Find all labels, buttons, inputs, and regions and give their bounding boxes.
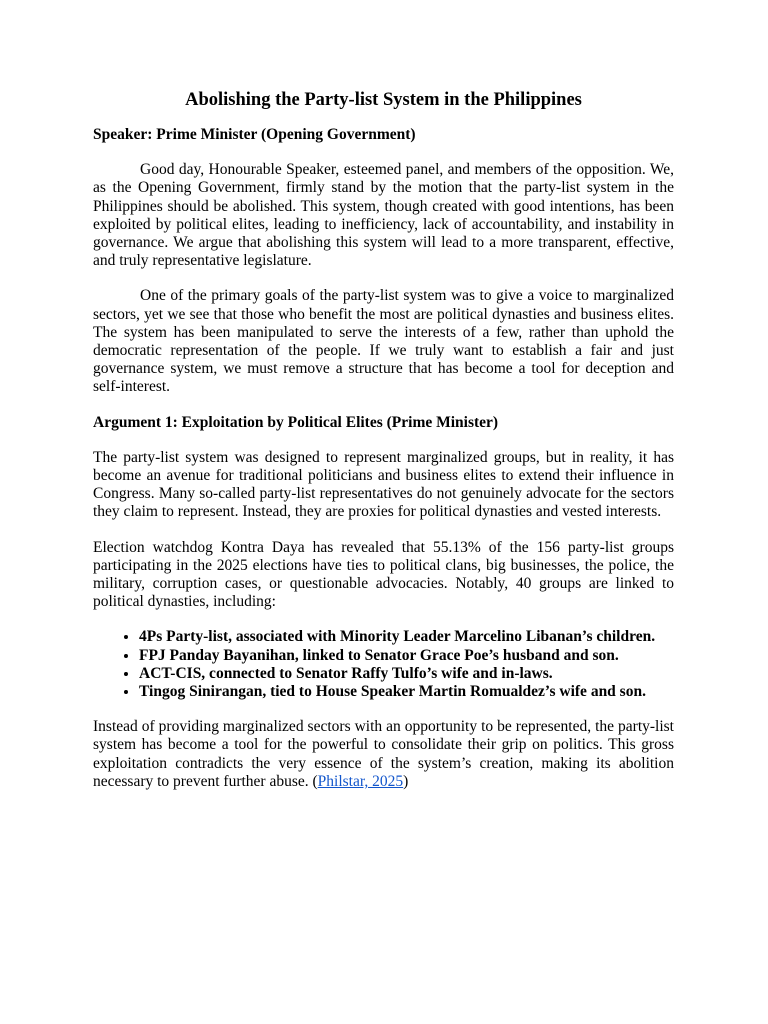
- list-item: • FPJ Panday Bayanihan, linked to Senator Grace Poe’s husband and son.: [139, 647, 674, 665]
- dynasty-list: [93, 628, 674, 701]
- document-page: [93, 88, 674, 791]
- argument-1-paragraph-2: Election watchdog Kontra Daya has revealed that 55.13% of the 156 party-list groups participating in the 2025 elections have ties to political clans, big businesses, the police, the military, corruption cases, or questionable advocacies. Notably, 40 groups are linked to political dynasties, including:: [93, 538, 674, 611]
- document-title: Abolishing the Party-list System in the Philippines: [185, 90, 582, 110]
- list-item: • 4Ps Party-list, associated with Minority Leader Marcelino Libanan’s children.: [139, 628, 674, 646]
- goals-paragraph: One of the primary goals of the party-list system was to give a voice to marginalized sectors, yet we see that those who benefit the most are political dynasties and business elites. The system has been manipulated to serve the interests of a few, rather than uphold the democratic representation of the people. If we truly want to establish a fair and just governance system, we must remove a structure that has become a tool for deception and self-interest.: [93, 287, 674, 396]
- list-item: • Tingog Sinirangan, tied to House Speaker Martin Romualdez’s wife and son.: [139, 683, 674, 701]
- closing-paren: ): [403, 772, 409, 790]
- argument-1-heading: Argument 1: Exploitation by Political Elites (Prime Minister): [93, 413, 499, 431]
- citation-link[interactable]: Philstar, 2025: [317, 772, 404, 790]
- argument-1-paragraph-1: The party-list system was designed to represent marginalized groups, but in reality, it has become an avenue for traditional politicians and business elites to extend their influence in Congress. Many so-called party-list representatives do not genuinely advocate for the sectors they claim to represent. Instead, they are proxies for political dynasties and vested interests.: [93, 448, 674, 521]
- closing-text: Instead of providing marginalized sectors with an opportunity to be represented, the party-list system has become a tool for the powerful to consolidate their grip on politics. This gross exploitation contradicts the very essence of the system’s creation, making its abolition necessary to prevent further abuse. (: [93, 718, 674, 790]
- closing-paragraph: [93, 718, 674, 791]
- intro-paragraph: Good day, Honourable Speaker, esteemed panel, and members of the opposition. We, as the Opening Government, firmly stand by the motion that the party-list system in the Philippines should be abolished. This system, though created with good intentions, has been exploited by political elites, leading to inefficiency, lack of accountability, and instability in governance. We argue that abolishing this system will lead to a more transparent, effective, and truly representative legislature.: [93, 161, 674, 270]
- speaker-line: Speaker: Prime Minister (Opening Government): [93, 126, 416, 143]
- list-item: • ACT-CIS, connected to Senator Raffy Tulfo’s wife and in-laws.: [139, 665, 674, 683]
